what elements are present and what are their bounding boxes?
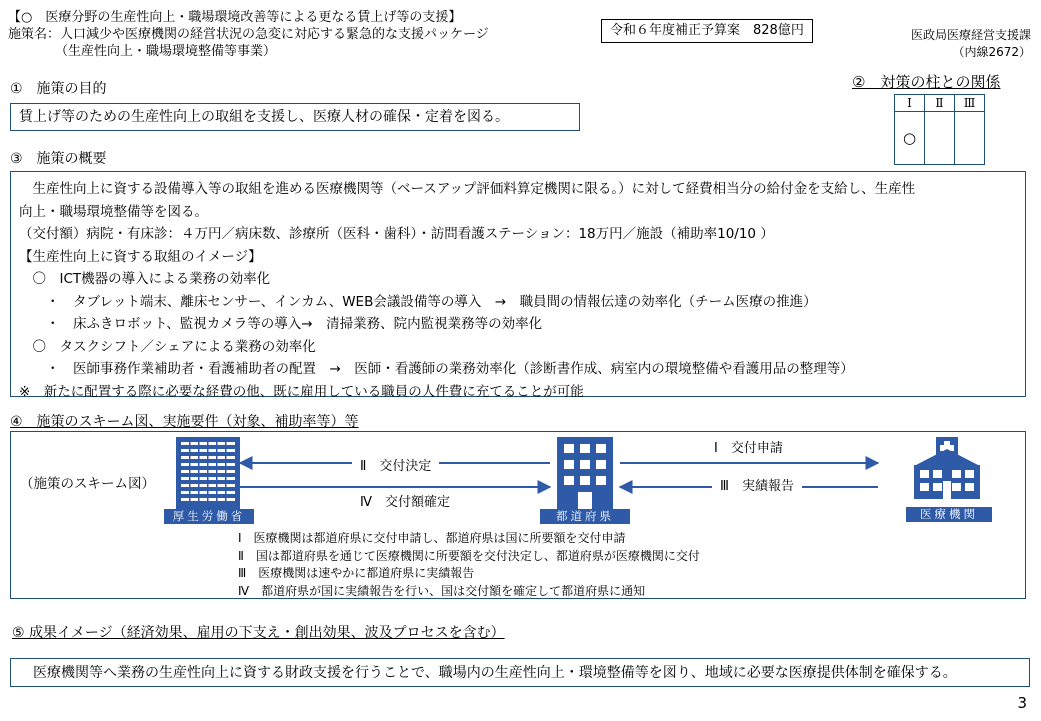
pillar-header-1: Ⅰ [895,95,925,112]
overview-line: ※ 新たに配置する際に必要な経費の他、既に雇用している職員の人件費に充てることが可能 [19,383,584,400]
prefecture-label: 都道府県 [540,509,630,524]
pillar-header-2: Ⅱ [925,95,955,112]
ministry-label: 厚生労働省 [164,509,254,524]
overview-line: ・ 床ふきロボット、監視カメラ等の導入→ 清掃業務、院内監視業務等の効率化 [19,316,543,332]
hospital-label: 医療機関 [906,507,992,522]
overview-line: 〇 タスクシフト／シェアによる業務の効率化 [19,338,316,355]
page-number: 3 [1017,694,1027,712]
result-box [10,658,1030,687]
scheme-title: ④ 施策のスキーム図、実施要件（対象、補助率等）等 [10,414,359,430]
scheme-steps [238,530,700,600]
arrow-label-application: Ⅰ 交付申請 [706,440,791,458]
overview-line: 〇 ICT機器の導入による業務の効率化 [19,271,271,287]
arrow-label-confirmation: Ⅳ 交付額確定 [352,494,458,512]
overview-title: ③ 施策の概要 [10,151,107,167]
measure-name: 施策名：人口減少や医療機関の経営状況の急変に対応する緊急的な支援パッケージ [8,27,489,42]
document-title: 【○ 医療分野の生産性向上・職場環境改善等による更なる賃上げ等の支援】 [8,10,462,25]
department-name: 医政局医療経営支援課 [910,28,1031,42]
arrow-label-report: Ⅲ 実績報告 [712,478,802,496]
department-extension: （内線2672） [952,45,1031,59]
arrow-label-decision: Ⅱ 交付決定 [352,458,439,476]
overview-line: 生産性向上に資する設備導入等の取組を進める医療機関等（ベースアップ評価料算定機関に限る。）に対して経費相当分の給付金を支給し、生産性 [19,181,916,197]
scheme-diagram-label: （施策のスキーム図） [20,476,155,492]
purpose-text: 賃上げ等のための生産性向上の取組を支援し、医療人材の確保・定着を図る。 [19,109,509,125]
purpose-title: ① 施策の目的 [10,81,107,97]
scheme-step: Ⅳ 都道府県が国に実績報告を行い、国は交付額を確定して都道府県に通知 [238,583,646,598]
pillar-header-3: Ⅲ [955,95,985,112]
pillars-title: ② 対策の柱との関係 [852,73,1001,91]
result-title: ⑤ 成果イメージ（経済効果、雇用の下支え・創出効果、波及プロセスを含む） [12,625,505,641]
overview-line: （交付額）病院・有床診：４万円／病床数、診療所（医科・歯科）・訪問看護ステーション：18万円／施設（補助率10/10 ） [19,226,774,242]
result-text: 医療機関等へ業務の生産性向上に資する財政支援を行うことで、職場内の生産性向上・環境整備等を図り、地域に必要な医療提供体制を確保する。 [33,665,957,681]
scheme-step: Ⅲ 医療機関は速やかに都道府県に実績報告 [238,566,475,580]
scheme-step: Ⅱ 国は都道府県を通じて医療機関に所要額を交付決定し、都道府県が医療機関に交付 [238,548,700,563]
budget-badge: 令和６年度補正予算案 828億円 [601,19,813,43]
overview-line: 向上・職場環境整備等を図る。 [19,203,208,220]
scheme-step: Ⅰ 医療機関は都道府県に交付申請し、都道府県は国に所要額を交付申請 [238,531,626,545]
overview-line: ・ 医師事務作業補助者・看護補助者の配置 → 医師・看護師の業務効率化（診断書作成、病室内の環境整備や看護用品の整理等） [19,361,854,377]
overview-line: ・ タブレット端末、離床センサー、インカム、WEB会議設備等の導入 → 職員間の情報伝達の効率化（チーム医療の推進） [19,293,817,310]
measure-subname: （生産性向上・職場環境整備等事業） [55,44,277,59]
pillar-mark-1: ○ [895,112,925,165]
overview-line: 【生産性向上に資する取組のイメージ】 [19,248,262,265]
